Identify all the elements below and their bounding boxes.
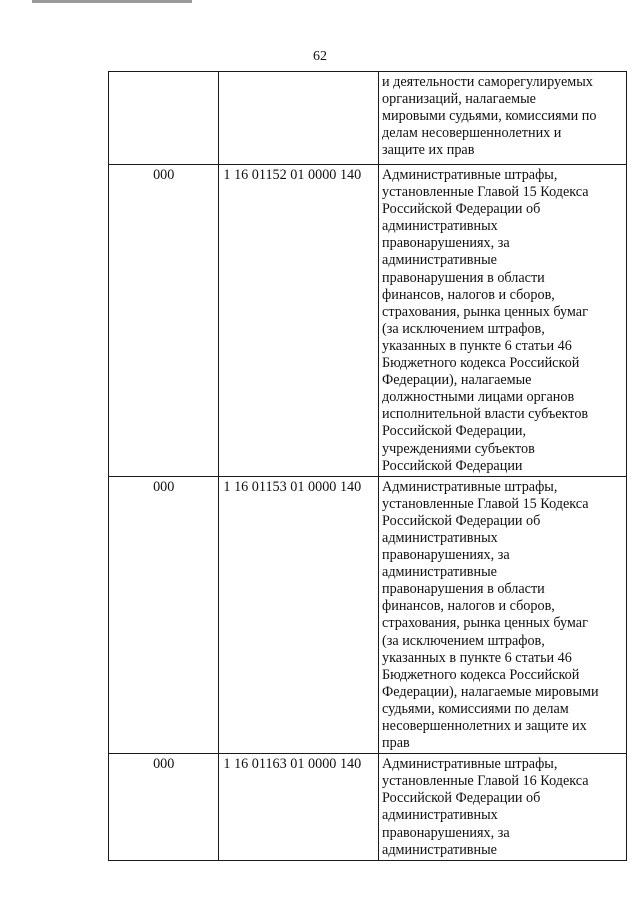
description-line: правонарушениях, за (382, 824, 510, 841)
kbk-code-cell (219, 72, 379, 165)
description-line: прав (382, 735, 410, 752)
description-line: Административные штрафы, (382, 167, 558, 183)
table-row (109, 72, 627, 165)
description-line: Бюджетного кодекса Российской (382, 666, 580, 683)
description-line: Федерации), налагаемые (382, 372, 532, 389)
scan-top-mark (32, 0, 192, 3)
description-cell (379, 754, 627, 861)
description-line: Российской Федерации об (382, 512, 541, 529)
description-line: делам несовершеннолетних и (382, 125, 562, 142)
description-line: правонарушения в области (382, 269, 545, 286)
description-line: административных (382, 529, 498, 546)
admin-code-cell: 000 (109, 754, 219, 861)
kbk-code-cell: 1 16 01163 01 0000 140 (219, 754, 379, 861)
description-line: страхования, рынка ценных бумаг (382, 615, 588, 632)
description-line: финансов, налогов и сборов, (382, 286, 555, 303)
description-line: установленные Главой 15 Кодекса (382, 184, 589, 201)
description-line: и деятельности саморегулируемых (382, 74, 593, 90)
description-line: установленные Главой 15 Кодекса (382, 495, 589, 512)
description-line: Административные штрафы, (382, 478, 558, 495)
admin-code-cell (109, 72, 219, 165)
description-line: судьями, комиссиями по делам (382, 700, 569, 717)
description-cell (379, 72, 627, 165)
description-line: Административные штрафы, (382, 756, 558, 773)
kbk-code-cell: 1 16 01153 01 0000 140 (219, 476, 379, 754)
description-line: правонарушениях, за (382, 547, 510, 564)
admin-code-cell: 000 (109, 165, 219, 477)
description-line: учреждениями субъектов (382, 440, 535, 457)
description-line: исполнительной власти субъектов (382, 406, 589, 423)
description-line: административных (382, 218, 498, 235)
page-number: 62 (313, 49, 327, 64)
description-line: указанных в пункте 6 статьи 46 (382, 649, 572, 666)
description-line: Российской Федерации, (382, 423, 527, 440)
table-row (109, 476, 627, 754)
table-row (109, 165, 627, 477)
description-line: Бюджетного кодекса Российской (382, 355, 580, 372)
description-line: организаций, налагаемые (382, 91, 536, 108)
description-line: финансов, налогов и сборов, (382, 598, 555, 615)
description-line: должностными лицами органов (382, 389, 575, 406)
description-line: правонарушениях, за (382, 235, 510, 252)
description-line: (за исключением штрафов, (382, 320, 545, 337)
description-line: административные (382, 252, 497, 269)
description-line: Российской Федерации об (382, 790, 541, 807)
kbk-code-cell: 1 16 01152 01 0000 140 (219, 165, 379, 477)
description-line: защите их прав (382, 142, 475, 159)
description-line: административные (382, 564, 497, 581)
description-line: Российской Федерации (382, 457, 523, 474)
description-line: правонарушения в области (382, 581, 545, 598)
description-cell (379, 165, 627, 477)
description-line: мировыми судьями, комиссиями по (382, 108, 597, 125)
description-line: установленные Главой 16 Кодекса (382, 773, 589, 790)
budget-classification-table (108, 71, 627, 861)
description-line: Российской Федерации об (382, 201, 541, 218)
description-cell (379, 476, 627, 754)
description-line: административных (382, 807, 498, 824)
table-row (109, 754, 627, 861)
description-line: страхования, рынка ценных бумаг (382, 303, 588, 320)
description-line: (за исключением штрафов, (382, 632, 545, 649)
description-line: административные (382, 841, 497, 858)
description-line: несовершеннолетних и защите их (382, 718, 587, 734)
admin-code-cell: 000 (109, 476, 219, 754)
description-line: Федерации), налагаемые мировыми (382, 683, 599, 700)
description-line: указанных в пункте 6 статьи 46 (382, 337, 572, 354)
